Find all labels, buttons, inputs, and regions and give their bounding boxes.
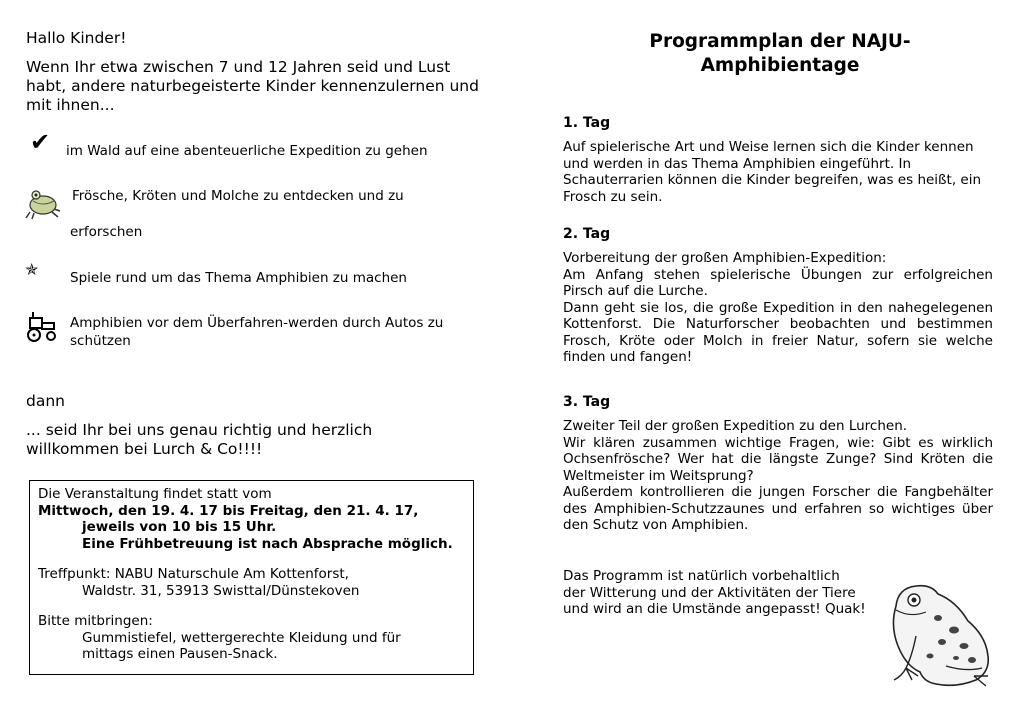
paragraph: Vorbereitung der großen Amphibien-Expedition: bbox=[563, 250, 887, 266]
paragraph: Außerdem kontrollieren die jungen Forscher die Fangbehälter des Amphibien-Schutzzaunes und erfahren so wichtiges über den Schutz von Amphibien. bbox=[563, 484, 993, 533]
paragraph: Am Anfang stehen spielerische Übungen zur erfolgreichen Pirsch auf die Lurche. bbox=[563, 266, 993, 299]
meeting-address: Waldstr. 31, 53913 Swisttal/Dünstekoven bbox=[82, 582, 360, 599]
paragraph: Wir klären zusammen wichtige Fragen, wie: Gibt es wirklich Ochsenfrösche? Wer hat die längste Zunge? Sind Kröten die Weltmeister im Weitsprung? bbox=[563, 434, 993, 484]
event-intro: Die Veranstaltung findet statt vom bbox=[38, 486, 272, 502]
day2-text bbox=[563, 250, 993, 366]
list-item: Frösche, Kröten und Molche zu entdecken und zu bbox=[72, 188, 404, 204]
closing-line: und wird an die Umstände angepasst! Quak! bbox=[563, 601, 866, 617]
paragraph: Dann geht sie los, die große Expedition in den nahegelegenen Kottenforst. Die Naturforscher beobachten und bestimmen Frosch, Kröte oder Molch in freier Natur, sofern sie welche finden und fangen! bbox=[563, 299, 993, 365]
title-line: Programmplan der NAJU- bbox=[649, 31, 911, 52]
early-care-note: Eine Frühbetreuung ist nach Absprache möglich. bbox=[82, 535, 453, 552]
frog-icon bbox=[24, 185, 62, 221]
list-item: im Wald auf eine abenteuerliche Expedition zu gehen bbox=[66, 143, 428, 159]
paragraph: Zweiter Teil der großen Expedition zu den Lurchen. bbox=[563, 418, 908, 434]
event-dates: Mittwoch, den 19. 4. 17 bis Freitag, den 21. 4. 17, bbox=[38, 502, 419, 519]
dann-text: dann bbox=[26, 392, 65, 410]
intro-text: Wenn Ihr etwa zwischen 7 und 12 Jahren seid und Lust habt, andere naturbegeisterte Kinder kennenzulernen und mit ihnen... bbox=[26, 58, 479, 114]
list-item: Spiele rund um das Thema Amphibien zu machen bbox=[70, 270, 407, 286]
closing-line: der Witterung und der Aktivitäten der Tiere bbox=[563, 584, 856, 601]
day1-text: Auf spielerische Art und Weise lernen sich die Kinder kennen und werden in das Thema Amphibien eingeführt. In Schauterrarien können die Kinder begreifen, was es heißt, ein Frosch zu sein. bbox=[563, 139, 982, 205]
event-hours: jeweils von 10 bis 15 Uhr. bbox=[82, 519, 277, 535]
closing-note bbox=[563, 568, 883, 618]
day2-heading: 2. Tag bbox=[563, 226, 611, 242]
bring-items: Gummistiefel, wettergerechte Kleidung und für bbox=[82, 629, 401, 646]
day1-heading: 1. Tag bbox=[563, 115, 611, 131]
page-title bbox=[600, 30, 960, 78]
closing-line: Das Programm ist natürlich vorbehaltlich bbox=[563, 568, 840, 584]
welcome-text: ... seid Ihr bei uns genau richtig und herzlich willkommen bei Lurch & Co!!!! bbox=[26, 421, 373, 458]
bring-label: Bitte mitbringen: bbox=[38, 613, 153, 629]
list-item: erforschen bbox=[70, 224, 143, 240]
greeting: Hallo Kinder! bbox=[26, 29, 127, 47]
title-line: Amphibientage bbox=[700, 55, 860, 76]
frog-illustration-icon bbox=[876, 576, 996, 692]
meeting-point: Treffpunkt: NABU Naturschule Am Kottenforst, bbox=[38, 566, 349, 582]
tractor-icon bbox=[24, 308, 60, 344]
day3-text bbox=[563, 418, 993, 534]
bring-items-2: mittags einen Pausen-Snack. bbox=[82, 646, 278, 662]
day3-heading: 3. Tag bbox=[563, 394, 611, 410]
star-icon: ✯ bbox=[25, 260, 39, 279]
event-info-box bbox=[29, 480, 474, 675]
checkmark-icon: ✔ bbox=[30, 128, 51, 156]
list-item: Amphibien vor dem Überfahren-werden durch Autos zu schützen bbox=[70, 315, 444, 349]
